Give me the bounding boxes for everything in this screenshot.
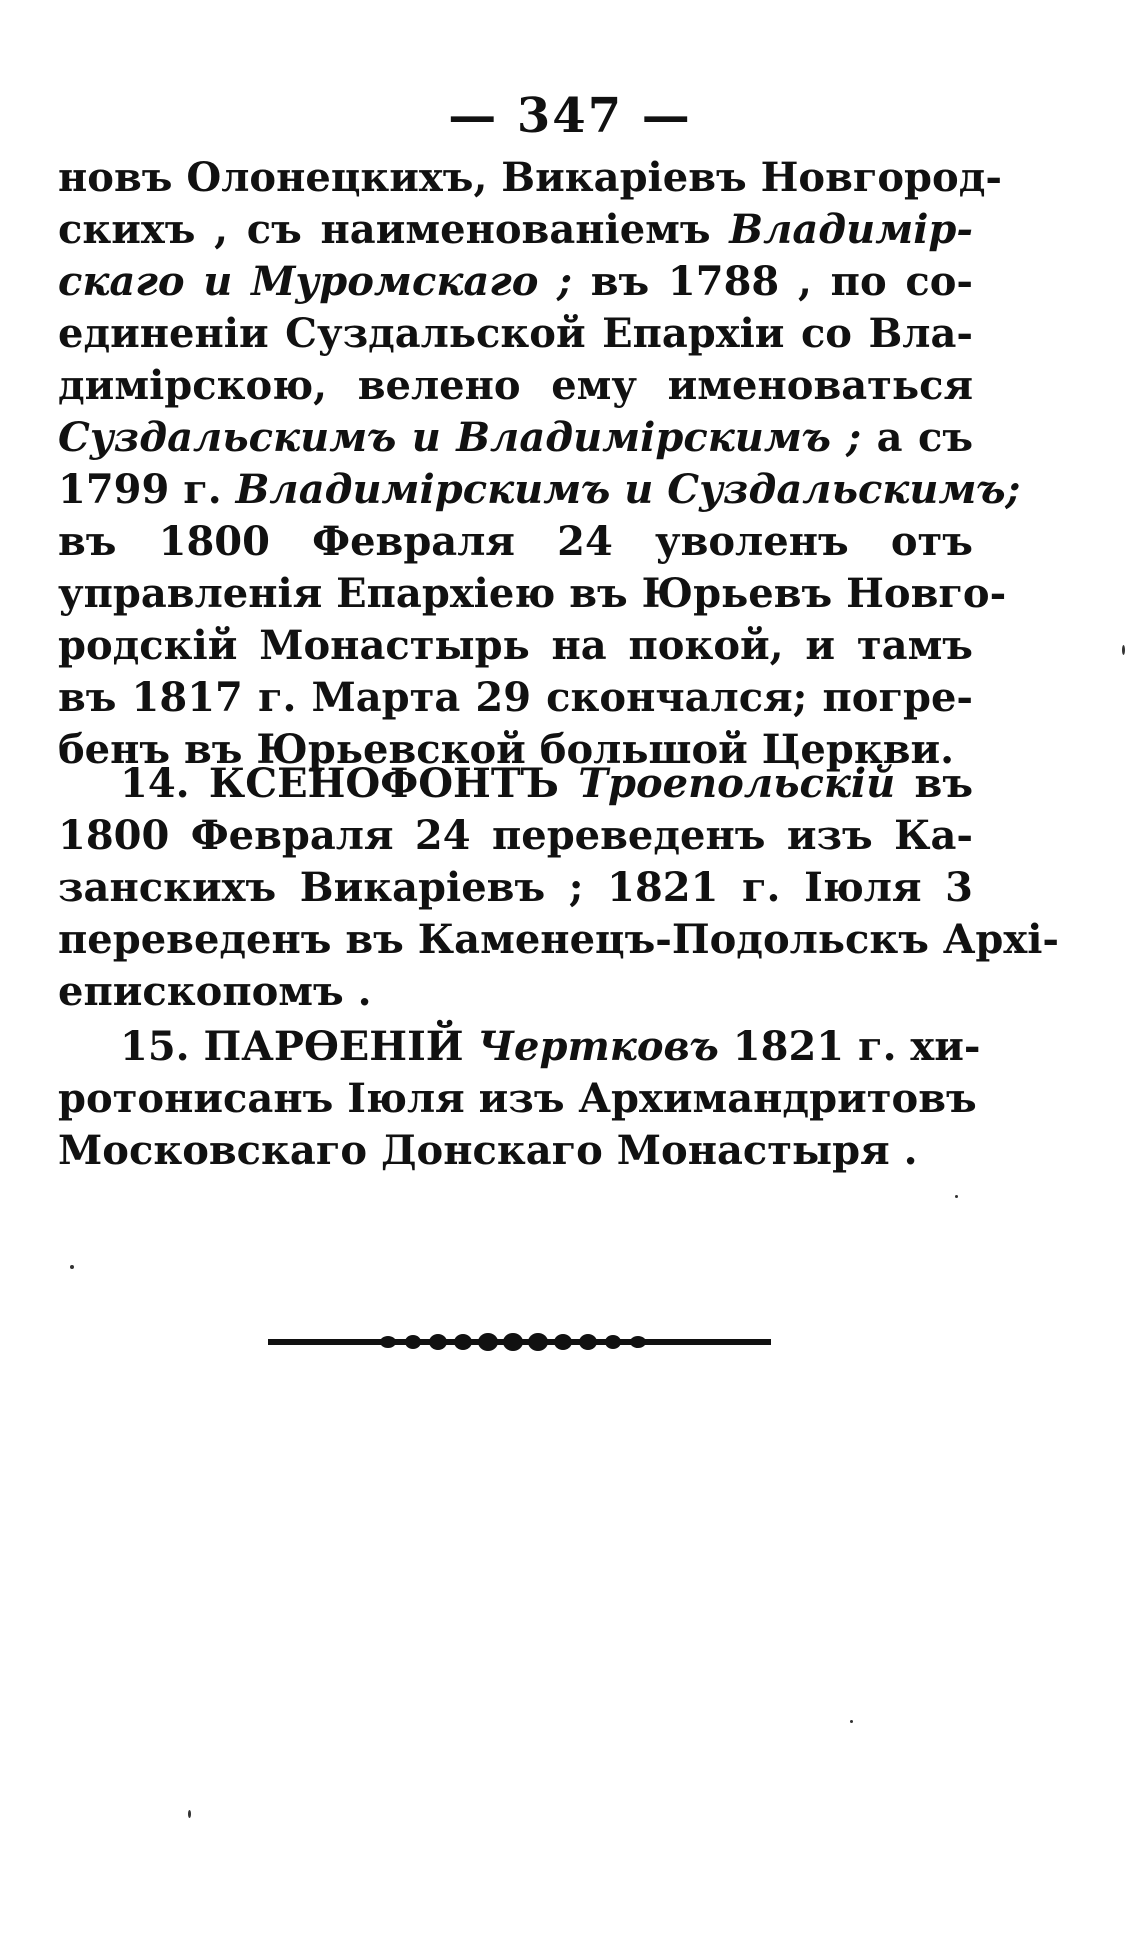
paper-speck (70, 1265, 74, 1269)
paper-speck (850, 1720, 853, 1723)
text-line (58, 672, 973, 724)
text-run: димірскою, велено ему именоваться (58, 362, 973, 409)
text-run: Московскаго Донскаго Монастыря . (58, 1127, 918, 1174)
ornamental-divider (268, 1330, 771, 1354)
text-run: переведенъ въ Каменецъ-Подольскъ Архі- (58, 916, 1060, 963)
italic-name: Троепольскій (578, 760, 896, 807)
text-line (58, 464, 1021, 516)
text-line (58, 1073, 977, 1125)
paper-speck (955, 1195, 958, 1198)
text-run: ротонисанъ Іюля изъ Архимандритовъ (58, 1075, 977, 1122)
text-run: 14. КСЕНОФОНТЪ (120, 760, 579, 807)
text-line (58, 360, 973, 412)
text-run: занскихъ Викаріевъ ; 1821 г. Іюля 3 (58, 864, 973, 911)
text-run: скихъ , съ наименованіемъ (58, 206, 730, 253)
text-run: епископомъ . (58, 968, 372, 1015)
text-line (58, 256, 973, 308)
paragraph-entry-14 (58, 758, 1060, 1018)
italic-name: Чертковъ (477, 1023, 719, 1070)
text-line (58, 862, 973, 914)
page-number: — 347 — (448, 88, 692, 144)
text-line (58, 204, 973, 256)
italic-name: Владимір- (729, 206, 973, 253)
text-run: новъ Олонецкихъ, Викаріевъ Новгород- (58, 154, 1002, 201)
text-line (58, 412, 973, 464)
text-run: единеніи Суздальской Епархіи со Вла- (58, 310, 973, 357)
text-line (58, 1125, 973, 1177)
text-line (58, 966, 973, 1018)
paragraph-continuation (58, 152, 1021, 776)
italic-name: скаго и Муромскаго ; (58, 258, 572, 305)
text-run: въ (895, 760, 974, 807)
text-line (58, 620, 973, 672)
text-line (58, 1021, 981, 1073)
text-line (58, 308, 973, 360)
text-line (58, 810, 973, 862)
paper-speck (188, 1810, 191, 1818)
text-line (58, 516, 973, 568)
italic-name: Владимірскимъ и Суздальскимъ; (235, 466, 1021, 513)
text-run: 1821 г. хи- (718, 1023, 981, 1070)
text-run: 1799 г. (58, 466, 236, 513)
text-run: въ 1817 г. Марта 29 скончался; погре- (58, 674, 973, 721)
text-run: 1800 Февраля 24 переведенъ изъ Ка- (58, 812, 973, 859)
text-line (58, 914, 1060, 966)
text-run: управленія Епархіею въ Юрьевъ Новго- (58, 570, 1007, 617)
text-run: въ 1788 , по со- (571, 258, 973, 305)
text-run: а съ (861, 414, 973, 461)
text-line (58, 152, 1002, 204)
italic-name: Суздальскимъ и Владимірскимъ ; (58, 414, 862, 461)
text-run: 15. ПАРѲЕНІЙ (120, 1023, 478, 1070)
text-run: въ 1800 Февраля 24 уволенъ отъ (58, 518, 973, 565)
text-line (58, 758, 973, 810)
text-line (58, 568, 1007, 620)
text-run: бенъ въ Юрьевской большой Церкви. (58, 726, 955, 773)
paragraph-entry-15 (58, 1021, 981, 1177)
text-run: родскій Монастырь на покой, и тамъ (58, 622, 973, 669)
paper-speck (1122, 645, 1125, 655)
